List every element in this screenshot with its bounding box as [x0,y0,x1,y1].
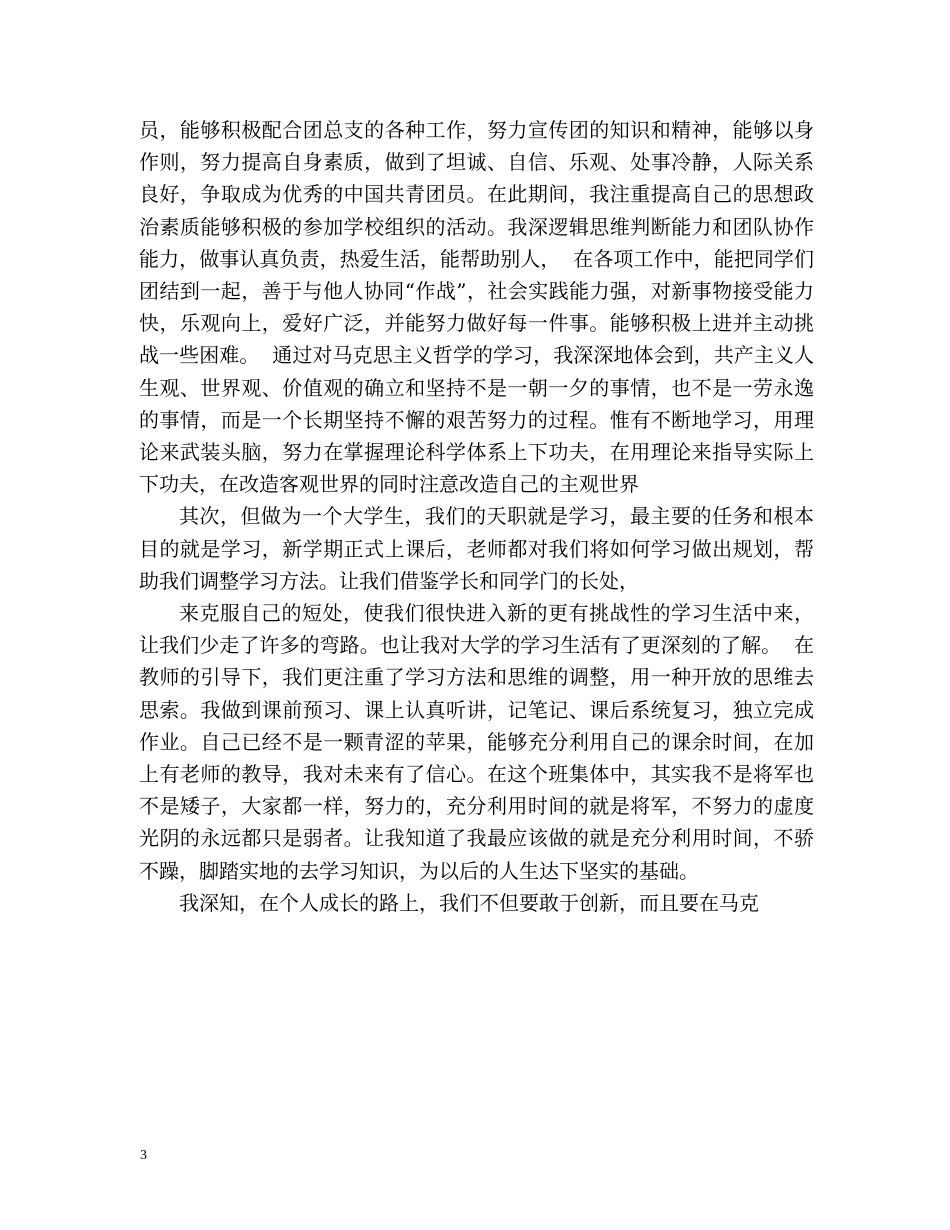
page-number: 3 [140,1148,147,1163]
document-body [139,114,814,919]
paragraph-2: 其次，但做为一个大学生，我们的天职就是学习，最主要的任务和根本目的就是学习，新学期正式上课后，老师都对我们将如何学习做出规划，帮助我们调整学习方法。让我们借鉴学长和同学门的长处， [139,504,814,593]
paragraph-1: 员，能够积极配合团总支的各种工作，努力宣传团的知识和精神，能够以身作则，努力提高自身素质，做到了坦诚、自信、乐观、处事冷静，人际关系良好，争取成为优秀的中国共青团员。在此期间，我注重提高自己的思想政治素质能够积极的参加学校组织的活动。我深逻辑思维判断能力和团队协作能力，做事认真负责，热爱生活，能帮助别人， 在各项工作中，能把同学们团结到一起，善于与他人协同“作战”，社会实践能力强，对新事物接受能力快，乐观向上，爱好广泛，并能努力做好每一件事。能够积极上进并主动挑战一些困难。 通过对马克思主义哲学的学习，我深深地体会到，共产主义人生观、世界观、价值观的确立和坚持不是一朝一夕的事情，也不是一劳永逸的事情，而是一个长期坚持不懈的艰苦努力的过程。惟有不断地学习，用理论来武装头脑，努力在掌握理论科学体系上下功夫，在用理论来指导实际上下功夫，在改造客观世界的同时注意改造自己的主观世界 [139,118,814,497]
paragraph-4: 我深知，在个人成长的路上，我们不但要敢于创新，而且要在马克 [179,890,759,915]
paragraph-3: 来克服自己的短处，使我们很快进入新的更有挑战性的学习生活中来，让我们少走了许多的弯路。也让我对大学的学习生活有了更深刻的了解。 在教师的引导下，我们更注重了学习方法和思维的调整，用一种开放的思维去思索。我做到课前预习、课上认真听讲，记笔记、课后系统复习，独立完成作业。自己已经不是一颗青涩的苹果，能够充分利用自己的课余时间，在加上有老师的教导，我对未来有了信心。在这个班集体中，其实我不是将军也不是矮子，大家都一样，努力的，充分利用时间的就是将军，不努力的虚度光阴的永远都只是弱者。让我知道了我最应该做的就是充分利用时间，不骄不躁，脚踏实地的去学习知识，为以后的人生达下坚实的基础。 [139,601,814,883]
